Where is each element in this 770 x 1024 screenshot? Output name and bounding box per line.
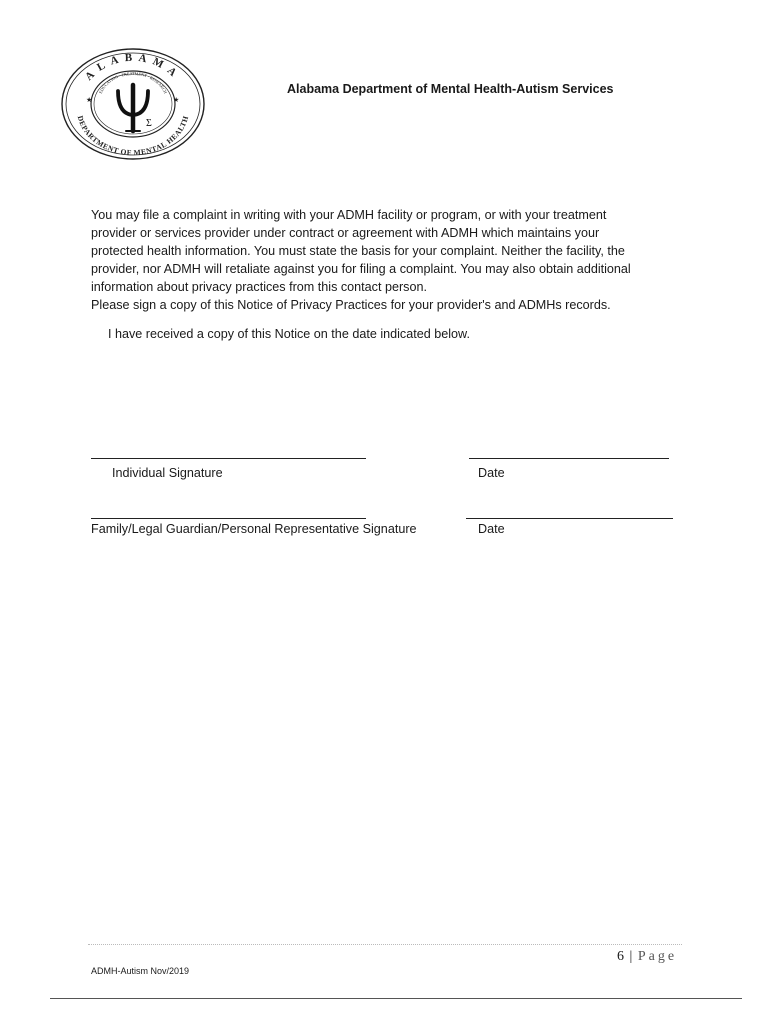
paragraph-line: provider or services provider under contract or agreement with ADMH which maintains your bbox=[91, 226, 600, 240]
seal-inner-text: EDUCATION · TREATMENT · RESEARCH bbox=[97, 70, 169, 95]
svg-text:★: ★ bbox=[173, 97, 180, 104]
date-label-2: Date bbox=[478, 522, 505, 536]
date-label-1: Date bbox=[478, 466, 505, 480]
page-number bbox=[617, 949, 677, 965]
acknowledgement-statement: I have received a copy of this Notice on the date indicated below. bbox=[108, 327, 470, 341]
page-word: Page bbox=[637, 949, 678, 964]
paragraph-line: Please sign a copy of this Notice of Privacy Practices for your provider's and ADMHs records. bbox=[91, 298, 611, 312]
paragraph-line: You may file a complaint in writing with your ADMH facility or program, or with your treatment bbox=[91, 208, 607, 222]
individual-signature-label: Individual Signature bbox=[112, 466, 223, 480]
document-code: ADMH-Autism Nov/2019 bbox=[91, 966, 190, 976]
paragraph-line: protected health information. You must state the basis for your complaint. Neither the facility, the bbox=[91, 244, 625, 258]
bottom-rule bbox=[50, 998, 742, 999]
department-seal-logo bbox=[60, 47, 206, 161]
complaint-paragraph bbox=[91, 206, 691, 314]
footer-divider bbox=[88, 944, 682, 945]
guardian-signature-label: Family/Legal Guardian/Personal Representative Signature bbox=[91, 522, 417, 536]
date-line-1[interactable] bbox=[469, 458, 669, 459]
psi-symbol-icon bbox=[118, 85, 148, 131]
page-separator: | bbox=[625, 949, 638, 964]
svg-text:★: ★ bbox=[86, 97, 93, 104]
page-number-value: 6 bbox=[617, 949, 625, 964]
guardian-signature-line[interactable] bbox=[91, 518, 366, 519]
individual-signature-line[interactable] bbox=[91, 458, 366, 459]
seal-bottom-text: DEPARTMENT OF MENTAL HEALTH bbox=[75, 114, 191, 158]
page-title: Alabama Department of Mental Health-Autism Services bbox=[287, 82, 614, 96]
date-line-2[interactable] bbox=[466, 518, 673, 519]
paragraph-line: provider, nor ADMH will retaliate against you for filing a complaint. You may also obtain additional bbox=[91, 262, 631, 276]
seal-top-text: ALABAMA bbox=[82, 51, 184, 84]
paragraph-line: information about privacy practices from this contact person. bbox=[91, 280, 427, 294]
svg-text:Σ: Σ bbox=[146, 118, 152, 129]
